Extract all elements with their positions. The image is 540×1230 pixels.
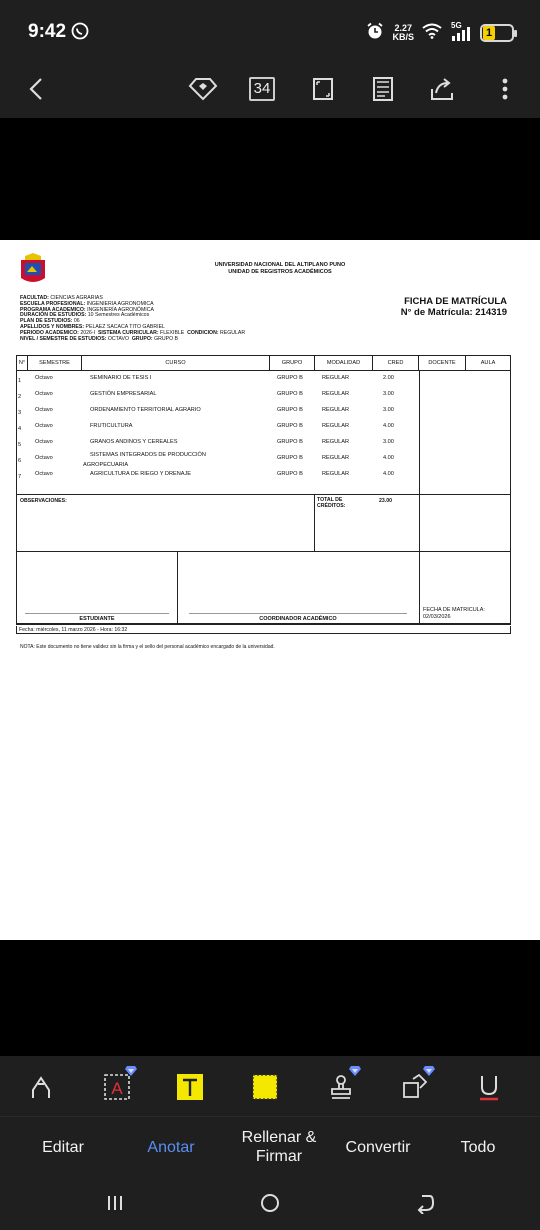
row-semestre: Octavo: [35, 471, 53, 477]
row-modalidad: REGULAR: [322, 423, 350, 429]
programa-label: PROGRAMA ACADEMICO:: [20, 306, 86, 313]
coordinador-label: COORDINADOR ACADÉMICO: [259, 616, 337, 622]
fullscreen-icon[interactable]: [306, 72, 340, 106]
row-curso: FRUTICULTURA: [90, 423, 133, 429]
network-type: 5G: [451, 21, 462, 30]
header-docente: DOCENTE: [419, 356, 466, 370]
print-date: Fecha: miércoles, 11 marzo 2026 - Hora: 16:32: [16, 626, 511, 634]
row-curso-line-2: AGROPECUARIA: [83, 462, 129, 468]
facultad-label: FACULTAD:: [20, 295, 49, 301]
top-toolbar: [0, 60, 540, 118]
periodo-value: 2026-I: [80, 329, 96, 336]
fecha-matricula: [423, 607, 485, 621]
premium-diamond-icon[interactable]: [186, 72, 220, 106]
table-row: [17, 375, 510, 387]
row-grupo: GRUPO B: [277, 471, 303, 477]
header-grupo: GRUPO: [270, 356, 315, 370]
programa-value: INGENIERÍA AGRONÓMICA: [87, 306, 154, 313]
row-curso: SEMINARIO DE TESIS I: [90, 375, 152, 381]
header-cred: CRED: [373, 356, 419, 370]
plan-value: 06: [73, 318, 80, 325]
signal-icon: [450, 21, 472, 42]
plan-label: PLAN DE ESTUDIOS:: [20, 318, 73, 325]
row-cred: 3.00: [383, 391, 394, 397]
sistema-label: SISTEMA CURRICULAR:: [97, 329, 159, 336]
estudiante-label: ESTUDIANTE: [79, 616, 115, 622]
escuela-label: ESCUELA PROFESIONAL:: [20, 300, 86, 307]
reading-mode-icon[interactable]: [366, 72, 400, 106]
alarm-icon: [366, 22, 384, 45]
table-row: [17, 407, 510, 419]
row-semestre: Octavo: [35, 391, 53, 397]
back-icon[interactable]: [20, 72, 54, 106]
row-grupo: GRUPO B: [277, 391, 303, 397]
document-page[interactable]: [0, 240, 540, 940]
row-modalidad: REGULAR: [322, 391, 350, 397]
total-label-line-1: TOTAL DE: [317, 497, 343, 503]
row-number: 2: [18, 394, 22, 400]
tab-todo[interactable]: Todo: [460, 1138, 496, 1156]
row-number: 5: [18, 442, 22, 448]
table-body: [17, 371, 510, 495]
stamp-icon[interactable]: [324, 1070, 358, 1104]
row-semestre: Octavo: [35, 407, 53, 413]
observaciones-section: [17, 495, 510, 552]
row-modalidad: REGULAR: [322, 439, 350, 445]
clock: 9:42: [28, 21, 67, 42]
wifi-icon: [422, 23, 442, 44]
row-modalidad: REGULAR: [322, 375, 350, 381]
escuela-value: INGENIERIA AGRONOMICA: [86, 300, 154, 307]
table-row: [17, 452, 510, 468]
header-aula: AULA: [480, 360, 496, 366]
bottom-tabs: [0, 1116, 540, 1176]
row-number: 4: [18, 426, 22, 432]
header-modalidad: MODALIDAD: [315, 356, 373, 370]
total-label: [317, 498, 345, 509]
underline-icon[interactable]: [472, 1070, 506, 1104]
speed-value: 2.27: [394, 23, 412, 33]
header-n: N°: [17, 356, 28, 370]
row-modalidad: REGULAR: [322, 471, 350, 477]
table-row: [17, 391, 510, 403]
whatsapp-icon: [71, 22, 89, 45]
total-value: 23.00: [379, 498, 392, 504]
row-semestre: Octavo: [35, 375, 53, 381]
sistema-value: FLEXIBLE: [160, 329, 185, 336]
student-info: [20, 296, 245, 342]
row-semestre: Octavo: [35, 455, 53, 461]
table-row: [17, 439, 510, 451]
duracion-label: DURACIÓN DE ESTUDIOS:: [20, 312, 87, 319]
back-nav-icon[interactable]: [410, 1188, 440, 1218]
unit-name: UNIDAD DE REGISTROS ACADÉMICOS: [228, 268, 332, 275]
table-row: [17, 423, 510, 435]
header-curso: CURSO: [82, 356, 270, 370]
status-bar: [0, 0, 540, 60]
viewer-background: [0, 118, 540, 240]
row-modalidad: REGULAR: [322, 455, 350, 461]
premium-gem-icon: [124, 1064, 138, 1082]
condicion-label: CONDICION:: [187, 329, 219, 336]
recent-apps-icon[interactable]: [100, 1188, 130, 1218]
row-number: 3: [18, 410, 22, 416]
tab-anotar[interactable]: Anotar: [147, 1138, 195, 1156]
premium-gem-icon: [422, 1064, 436, 1082]
observaciones-label: OBSERVACIONES:: [20, 498, 67, 504]
row-grupo: GRUPO B: [277, 455, 303, 461]
facultad-value: CIENCIAS AGRARIAS: [50, 295, 103, 301]
table-header: [17, 356, 510, 371]
row-modalidad: REGULAR: [322, 407, 350, 413]
row-curso: GRANOS ANDINOS Y CEREALES: [90, 439, 178, 445]
tab-rellenar-line-2: Firmar: [255, 1148, 303, 1165]
grupo-value: GRUPO B: [154, 335, 179, 342]
header-semestre: SEMESTRE: [28, 356, 82, 370]
row-cred: 3.00: [383, 407, 394, 413]
tab-rellenar-firmar[interactable]: [226, 1117, 332, 1177]
text-box-icon[interactable]: [100, 1070, 134, 1104]
fecha-matricula-value: 02/03/2026: [423, 614, 451, 620]
ficha-title-block: [401, 296, 507, 318]
table-row: [17, 471, 510, 483]
fecha-matricula-label: FECHA DE MATRICULA:: [423, 607, 485, 613]
row-grupo: GRUPO B: [277, 439, 303, 445]
network-speed: [392, 24, 414, 42]
row-curso: GESTIÓN EMPRESARIAL: [90, 391, 157, 397]
page-count: 34: [249, 77, 275, 101]
row-cred: 4.00: [383, 423, 394, 429]
courses-table: [16, 355, 511, 625]
apellidos-value: PELAEZ SACACA TITO GABRIEL: [85, 323, 165, 330]
share-icon[interactable]: [425, 72, 459, 106]
ficha-number: N° de Matrícula: 214319: [400, 307, 507, 318]
premium-gem-icon: [348, 1064, 362, 1082]
ficha-title: FICHA DE MATRÍCULA: [404, 296, 507, 307]
battery-icon: [480, 24, 514, 42]
document-header: [10, 262, 540, 275]
grupo-label: GRUPO:: [131, 335, 153, 342]
condicion-value: REGULAR: [220, 329, 246, 336]
periodo-label: PERIODO ACADEMICO:: [20, 329, 79, 336]
row-number: 7: [18, 474, 22, 480]
apellidos-label: APELLIDOS Y NOMBRES:: [20, 323, 85, 330]
row-curso: AGRICULTURA DE RIEGO Y DRENAJE: [90, 471, 192, 477]
total-label-line-2: CRÉDITOS:: [317, 502, 346, 509]
battery-level: 1: [483, 26, 495, 40]
row-semestre: Octavo: [35, 439, 53, 445]
highlight-text-icon[interactable]: [173, 1070, 207, 1104]
row-cred: 2.00: [383, 375, 394, 381]
tab-rellenar-label: [242, 1128, 317, 1166]
nivel-value: OCTAVO: [107, 335, 129, 342]
duracion-value: 10 Semestres Académicos: [87, 312, 150, 319]
row-cred: 4.00: [383, 471, 394, 477]
row-grupo: GRUPO B: [277, 407, 303, 413]
row-grupo: GRUPO B: [277, 423, 303, 429]
signature-section: [17, 552, 510, 624]
viewer-background-bottom: [0, 940, 540, 1056]
speed-unit: KB/S: [392, 32, 414, 42]
highlight-area-icon[interactable]: [248, 1070, 282, 1104]
document-note: NOTA: Este documento no tiene validez sin la firma y el sello del personal académico encargado de la universidad.: [20, 644, 275, 650]
more-options-icon[interactable]: [488, 72, 522, 106]
university-name: UNIVERSIDAD NACIONAL DEL ALTIPLANO PUNO: [214, 262, 346, 268]
svg-text:A: A: [111, 1079, 123, 1098]
row-cred: 3.00: [383, 439, 394, 445]
annotation-toolbar: [0, 1056, 540, 1116]
row-semestre: Octavo: [35, 423, 53, 429]
row-number: 6: [18, 458, 22, 464]
tab-rellenar-line-1: Rellenar &: [241, 1129, 317, 1146]
page-count-button[interactable]: [245, 72, 279, 106]
row-curso: SISTEMAS INTEGRADOS DE PRODUCCIÓN: [90, 452, 206, 458]
nivel-label: NIVEL / SEMESTRE DE ESTUDIOS:: [20, 335, 107, 342]
row-curso: ORDENAMIENTO TERRITORIAL AGRARIO: [90, 407, 201, 413]
row-number: 1: [18, 378, 22, 384]
tab-convertir[interactable]: Convertir: [345, 1138, 411, 1156]
pen-icon[interactable]: [24, 1070, 58, 1104]
tab-editar[interactable]: Editar: [42, 1138, 84, 1156]
row-grupo: GRUPO B: [277, 375, 303, 381]
home-icon[interactable]: [255, 1188, 285, 1218]
shapes-icon[interactable]: [398, 1070, 432, 1104]
row-cred: 4.00: [383, 455, 394, 461]
system-nav-bar: [0, 1176, 540, 1230]
